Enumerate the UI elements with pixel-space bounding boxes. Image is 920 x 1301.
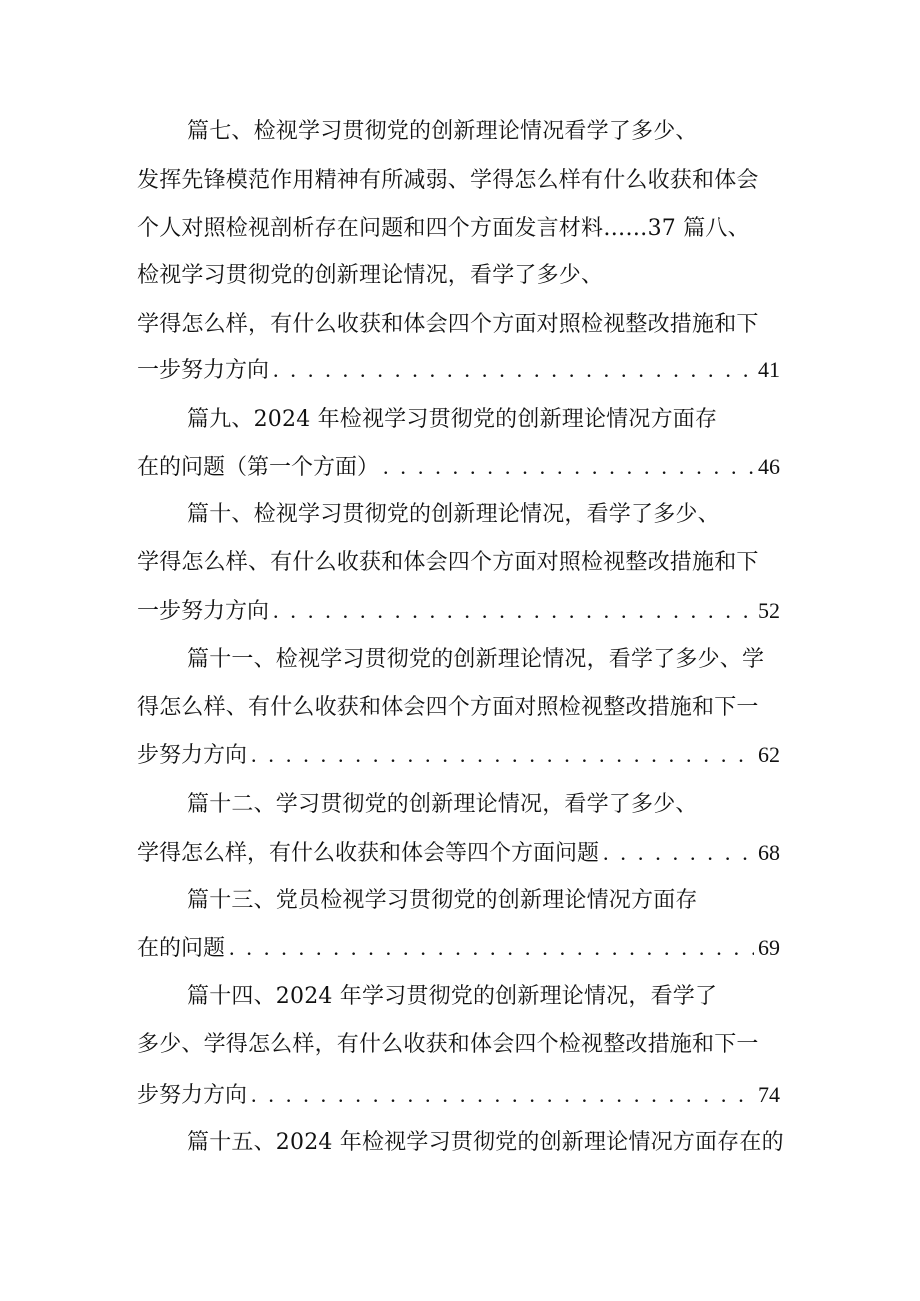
toc-entry-14-line-3[interactable] — [137, 1080, 780, 1111]
toc-entry-14-line-1: 篇十四、2024 年学习贯彻党的创新理论情况，看学了 — [187, 984, 718, 1009]
toc-entry-12-tail: 学得怎么样，有什么收获和体会等四个方面问题 — [137, 841, 600, 866]
toc-entry-7-line-3: 个人对照检视剖析存在问题和四个方面发言材料……37 篇八、 — [137, 216, 750, 241]
toc-entry-14-tail: 步努力方向 — [137, 1083, 248, 1108]
dot-leader — [251, 1080, 754, 1110]
dot-leader — [603, 838, 754, 868]
toc-entry-11-line-3[interactable] — [137, 740, 780, 771]
toc-entry-13-line-1: 篇十三、党员检视学习贯彻党的创新理论情况方面存 — [187, 888, 698, 913]
toc-entry-10-line-3[interactable] — [137, 596, 780, 627]
toc-entry-13-tail: 在的问题 — [137, 936, 226, 961]
toc-entry-8-line-2: 学得怎么样，有什么收获和体会四个方面对照检视整改措施和下 — [137, 312, 759, 337]
toc-entry-9-tail: 在的问题（第一个方面） — [137, 455, 380, 480]
dot-leader — [229, 933, 754, 963]
toc-entry-8-tail: 一步努力方向 — [137, 358, 270, 383]
toc-entry-13-line-2[interactable] — [137, 933, 780, 964]
toc-entry-10-line-2: 学得怎么样、有什么收获和体会四个方面对照检视整改措施和下 — [137, 550, 759, 575]
toc-entry-8-page: 41 — [758, 357, 780, 382]
toc-entry-9-page: 46 — [758, 454, 780, 479]
dot-leader — [383, 452, 754, 482]
toc-entry-7-line-2: 发挥先锋模范作用精神有所减弱、学得怎么样有什么收获和体会 — [137, 168, 759, 193]
toc-entry-9-line-1: 篇九、2024 年检视学习贯彻党的创新理论情况方面存 — [187, 407, 718, 432]
toc-entry-11-tail: 步努力方向 — [137, 743, 248, 768]
toc-entry-8-line-3[interactable] — [137, 355, 780, 386]
toc-entry-8-line-1: 检视学习贯彻党的创新理论情况，看学了多少、 — [137, 263, 604, 288]
toc-entry-11-line-2: 得怎么样、有什么收获和体会四个方面对照检视整改措施和下一 — [137, 695, 759, 720]
toc-entry-10-page: 52 — [758, 598, 780, 623]
toc-entry-7-line-1: 篇七、检视学习贯彻党的创新理论情况看学了多少、 — [187, 119, 698, 144]
dot-leader — [273, 596, 754, 626]
toc-entry-13-page: 69 — [758, 935, 780, 960]
toc-entry-15-line-1: 篇十五、2024 年检视学习贯彻党的创新理论情况方面存在的 — [187, 1130, 784, 1155]
toc-entry-10-tail: 一步努力方向 — [137, 599, 270, 624]
dot-leader — [273, 355, 754, 385]
dot-leader — [251, 740, 754, 770]
toc-entry-12-line-2[interactable] — [137, 838, 780, 869]
toc-entry-14-page: 74 — [758, 1082, 780, 1107]
toc-entry-11-line-1: 篇十一、检视学习贯彻党的创新理论情况，看学了多少、学 — [187, 647, 765, 672]
toc-entry-10-line-1: 篇十、检视学习贯彻党的创新理论情况，看学了多少、 — [187, 502, 720, 527]
toc-entry-11-page: 62 — [758, 742, 780, 767]
toc-entry-12-page: 68 — [758, 840, 780, 865]
toc-entry-9-line-2[interactable] — [137, 452, 780, 483]
toc-entry-14-line-2: 多少、学得怎么样，有什么收获和体会四个检视整改措施和下一 — [137, 1032, 759, 1057]
toc-entry-12-line-1: 篇十二、学习贯彻党的创新理论情况，看学了多少、 — [187, 792, 698, 817]
